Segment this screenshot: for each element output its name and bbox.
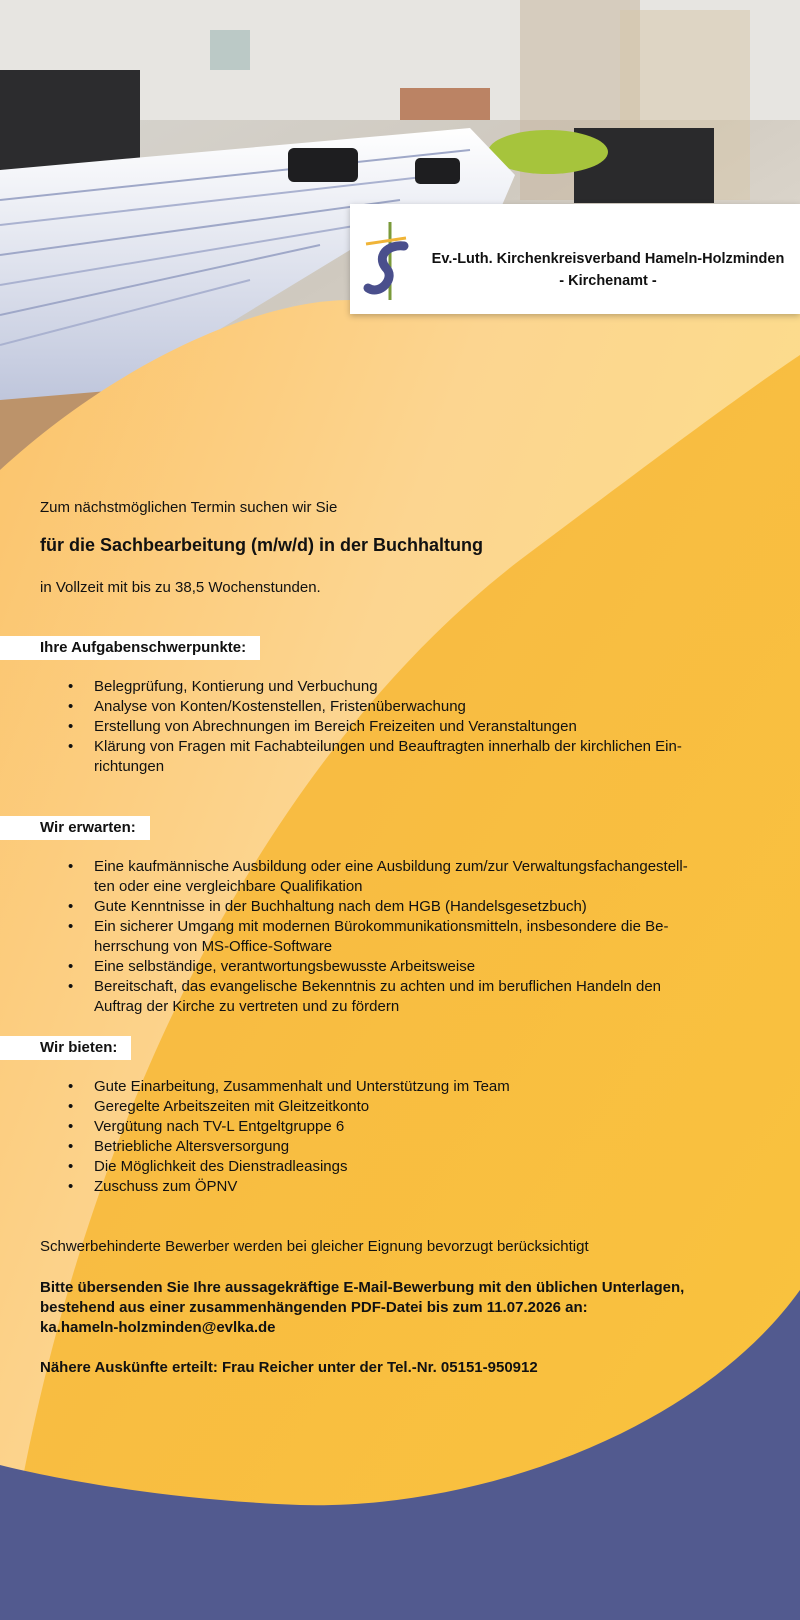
list-item <box>0 917 800 957</box>
list-item-text: Analyse von Konten/Kostenstellen, Fristenüberwachung <box>94 698 466 715</box>
organization-name <box>416 248 800 292</box>
bullet-icon: • <box>68 698 74 715</box>
header-logo-box <box>350 204 800 314</box>
bullet-icon: • <box>68 738 74 755</box>
bullet-icon: • <box>68 918 74 935</box>
list-item-text: herrschung von MS-Office-Software <box>94 938 333 955</box>
list-item-text: Zuschuss zum ÖPNV <box>94 1178 238 1195</box>
list-item <box>0 697 800 717</box>
list-item-text: Belegprüfung, Kontierung und Verbuchung <box>94 678 378 695</box>
bullet-icon: • <box>68 898 74 915</box>
bullet-icon: • <box>68 1118 74 1135</box>
section-label-expect: Wir erwarten: <box>0 816 150 840</box>
list-item <box>0 1157 800 1177</box>
org-name-line2: - Kirchenamt - <box>559 273 657 289</box>
list-item <box>0 677 800 697</box>
intro-line: Zum nächstmöglichen Termin suchen wir Sie <box>40 499 338 516</box>
job-title-headline: für die Sachbearbeitung (m/w/d) in der Buchhaltung <box>40 535 484 555</box>
bullet-icon: • <box>68 1098 74 1115</box>
tasks-list <box>0 677 800 777</box>
application-email[interactable]: ka.hameln-holzminden@evlka.de <box>40 1319 276 1336</box>
bullet-icon: • <box>68 678 74 695</box>
bullet-icon: • <box>68 1138 74 1155</box>
list-item <box>0 1117 800 1137</box>
list-item-text: Geregelte Arbeitszeiten mit Gleitzeitkonto <box>94 1098 370 1115</box>
list-item <box>0 1177 800 1197</box>
list-item-text: Gute Einarbeitung, Zusammenhalt und Unterstützung im Team <box>94 1078 510 1095</box>
list-item-text: Betriebliche Altersversorgung <box>94 1138 290 1155</box>
list-item-text: richtungen <box>94 758 165 775</box>
list-item-text: Gute Kenntnisse in der Buchhaltung nach dem HGB (Handelsgesetzbuch) <box>94 898 587 915</box>
application-line-2: bestehend aus einer zusammenhängenden PDF-Datei bis zum 11.07.2026 an: <box>40 1299 588 1316</box>
list-item-text: Vergütung nach TV-L Entgeltgruppe 6 <box>94 1118 345 1135</box>
list-item-text: Klärung von Fragen mit Fachabteilungen und Beauftragten innerhalb der kirchlichen Ein- <box>94 738 682 755</box>
list-item <box>0 977 800 1017</box>
list-item-text: Die Möglichkeit des Dienstradleasings <box>94 1158 348 1175</box>
list-item-text: Bereitschaft, das evangelische Bekenntnis zu achten und im beruflichen Handeln den <box>94 978 662 995</box>
list-item <box>0 737 800 777</box>
bullet-icon: • <box>68 1078 74 1095</box>
bullet-icon: • <box>68 978 74 995</box>
bullet-icon: • <box>68 1158 74 1175</box>
section-label-tasks: Ihre Aufgabenschwerpunkte: <box>0 636 260 660</box>
disability-notice: Schwerbehinderte Bewerber werden bei gleicher Eignung bevorzugt berücksichtigt <box>40 1238 589 1255</box>
bullet-icon: • <box>68 958 74 975</box>
list-item <box>0 857 800 897</box>
bullet-icon: • <box>68 858 74 875</box>
list-item <box>0 897 800 917</box>
benefits-list <box>0 1077 800 1197</box>
bullet-icon: • <box>68 1178 74 1195</box>
list-item-text: Auftrag der Kirche zu vertreten und zu fördern <box>94 998 400 1015</box>
working-hours-line: in Vollzeit mit bis zu 38,5 Wochenstunden. <box>40 579 321 596</box>
list-item-text: ten oder eine vergleichbare Qualifikation <box>94 878 363 895</box>
section-label-offer: Wir bieten: <box>0 1036 131 1060</box>
bullet-icon: • <box>68 718 74 735</box>
list-item-text: Ein sicherer Umgang mit modernen Bürokommunikationsmitteln, insbesondere die Be- <box>94 918 669 935</box>
list-item <box>0 1077 800 1097</box>
list-item <box>0 1097 800 1117</box>
list-item-text: Erstellung von Abrechnungen im Bereich Freizeiten und Veranstaltungen <box>94 718 577 735</box>
expectations-list <box>0 857 800 1017</box>
org-name-line1: Ev.-Luth. Kirchenkreisverband Hameln-Holzminden <box>431 251 785 267</box>
kirchenamt-logo-icon <box>360 216 412 304</box>
application-line-1: Bitte übersenden Sie Ihre aussagekräftige E-Mail-Bewerbung mit den üblichen Unterlagen, <box>40 1279 685 1296</box>
list-item-text: Eine selbständige, verantwortungsbewusste Arbeitsweise <box>94 958 476 975</box>
contact-info: Nähere Auskünfte erteilt: Frau Reicher unter der Tel.-Nr. 05151-950912 <box>40 1359 538 1376</box>
list-item <box>0 717 800 737</box>
list-item-text: Eine kaufmännische Ausbildung oder eine Ausbildung zum/zur Verwaltungsfachangestell- <box>94 858 688 875</box>
list-item <box>0 957 800 977</box>
list-item <box>0 1137 800 1157</box>
